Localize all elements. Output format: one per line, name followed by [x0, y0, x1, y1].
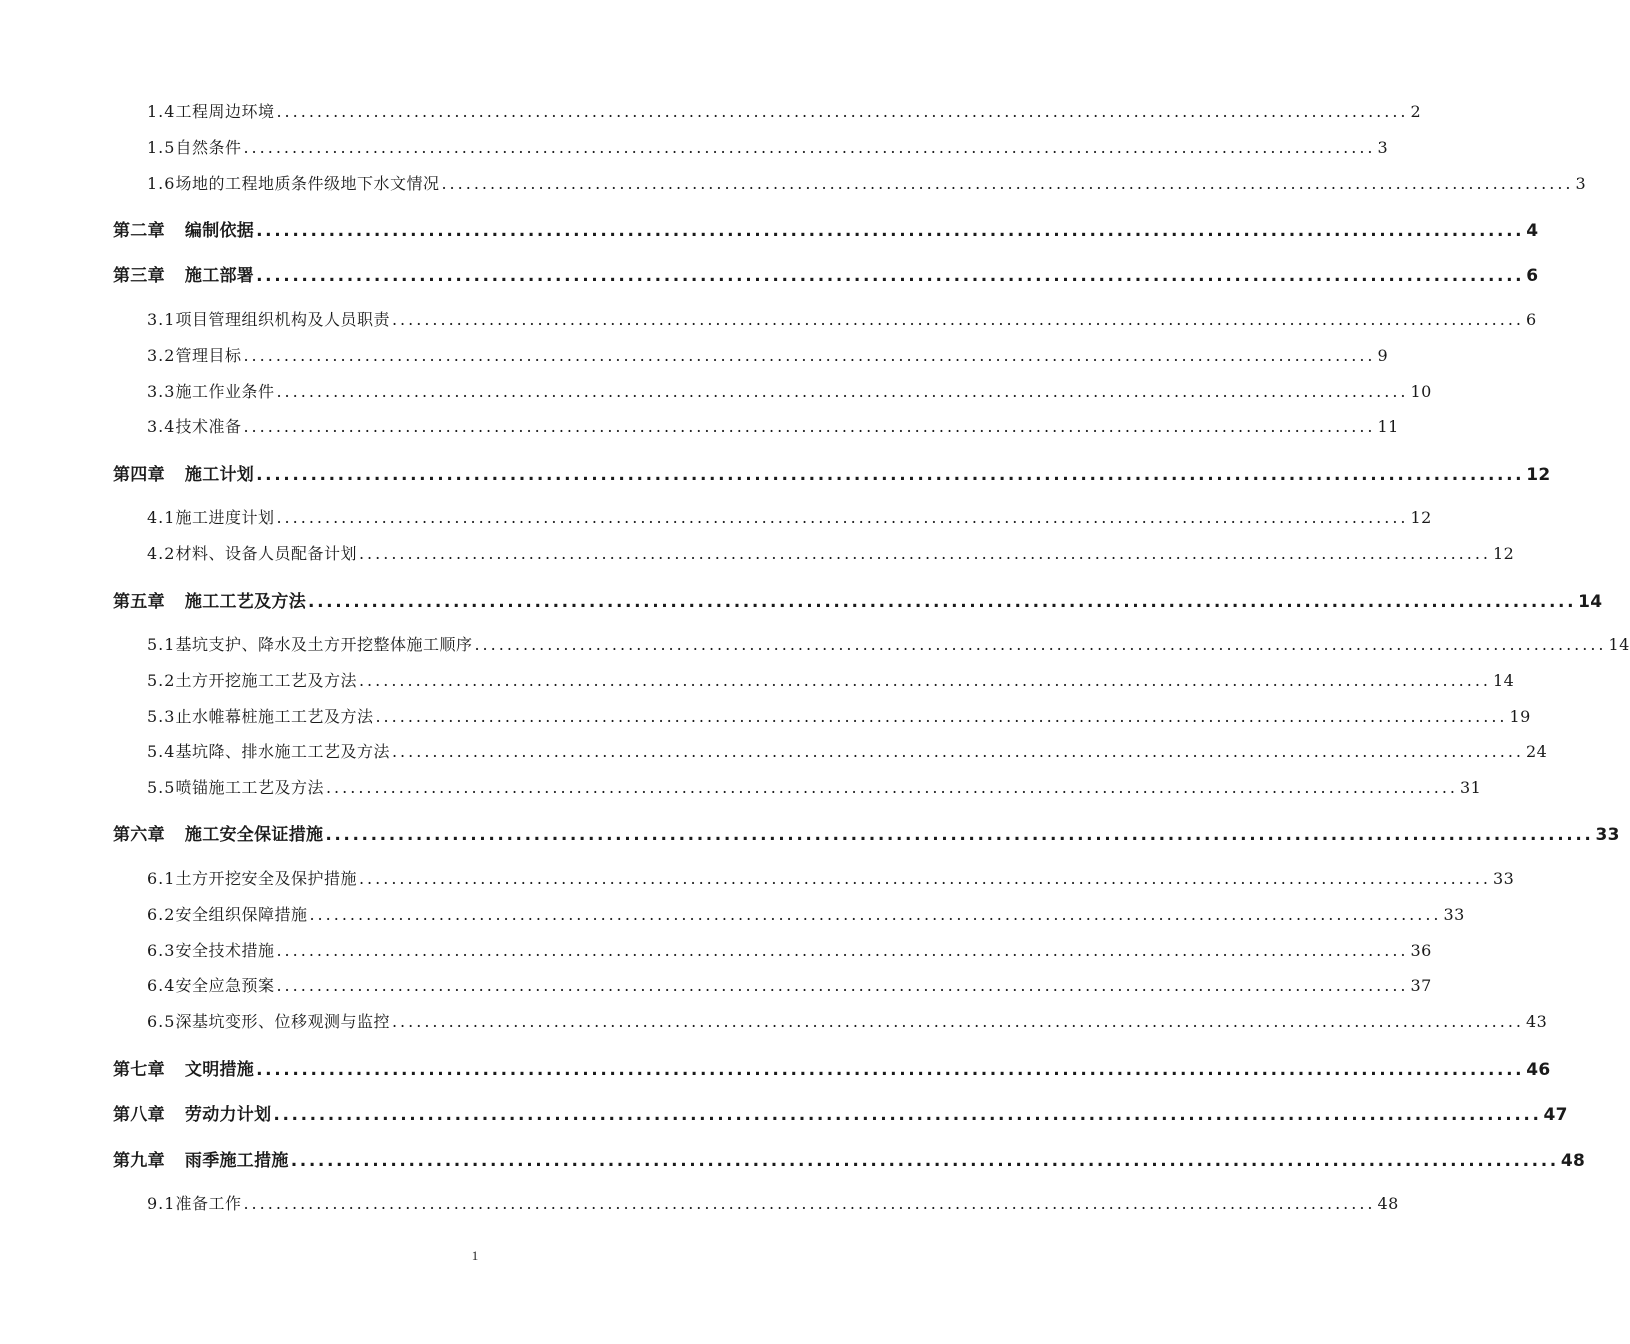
toc-entry-page-number: 12 [1410, 508, 1432, 527]
toc-entry-title: 项目管理组织机构及人员职责 [175, 310, 390, 329]
toc-entry-title: 编制依据 [184, 221, 255, 241]
toc-dot-leader: ............................................................................................................................................ [290, 1151, 1559, 1171]
toc-entry-page-number: 9 [1377, 346, 1389, 365]
toc-chapter-entry[interactable] [113, 261, 1539, 286]
toc-section-entry[interactable] [147, 135, 1389, 158]
toc-entry-page-number: 14 [1493, 671, 1515, 690]
toc-dot-leader: ............................................................................................................................................ [276, 941, 1409, 960]
toc-entry-page-number: 6 [1526, 310, 1537, 329]
toc-entry-title: 劳动力计划 [184, 1105, 272, 1125]
toc-entry-title: 安全应急预案 [175, 976, 275, 995]
toc-entry-page-number: 11 [1377, 417, 1399, 436]
toc-entry-page-number: 37 [1410, 976, 1432, 995]
toc-dot-leader: ............................................................................................................................................ [325, 778, 1458, 797]
toc-entry-title: 深基坑变形、位移观测与监控 [175, 1012, 390, 1031]
toc-entry-title: 管理目标 [175, 346, 242, 365]
toc-entry-title: 施工计划 [184, 465, 255, 485]
toc-section-entry[interactable] [147, 775, 1482, 798]
toc-dot-leader: ............................................................................................................................................ [358, 671, 1491, 690]
toc-entry-number: 5.5 [147, 778, 176, 797]
toc-section-entry[interactable] [147, 739, 1548, 762]
toc-entry-number: 第四章 [113, 465, 165, 485]
toc-entry-number: 3.4 [147, 417, 176, 436]
toc-section-entry[interactable] [147, 307, 1537, 330]
toc-entry-number: 6.5 [147, 1012, 176, 1031]
toc-entry-title: 基坑支护、降水及土方开挖整体施工顺序 [175, 635, 473, 654]
toc-dot-leader: ............................................................................................................................................ [391, 742, 1524, 761]
page-number: 1 [471, 1248, 479, 1263]
toc-entry-number: 第七章 [113, 1060, 165, 1080]
toc-dot-leader: ............................................................................................................................................ [276, 976, 1409, 995]
toc-section-entry[interactable] [147, 632, 1630, 655]
toc-entry-number: 6.2 [147, 905, 176, 924]
toc-dot-leader: ............................................................................................................................................ [256, 266, 1525, 286]
toc-entry-number: 5.3 [147, 707, 176, 726]
toc-dot-leader: ............................................................................................................................................ [276, 382, 1409, 401]
toc-dot-leader: ............................................................................................................................................ [243, 346, 1376, 365]
toc-entry-number: 第三章 [113, 266, 165, 286]
toc-entry-page-number: 47 [1543, 1105, 1568, 1125]
toc-entry-number: 第二章 [113, 221, 165, 241]
toc-entry-title: 施工安全保证措施 [184, 825, 324, 845]
toc-dot-leader: ............................................................................................................................................ [474, 635, 1607, 654]
toc-entry-page-number: 2 [1410, 102, 1422, 121]
toc-dot-leader: ............................................................................................................................................ [375, 707, 1508, 726]
toc-entry-page-number: 31 [1460, 778, 1482, 797]
toc-dot-leader: ............................................................................................................................................ [391, 310, 1524, 329]
toc-section-entry[interactable] [147, 541, 1515, 564]
toc-section-entry[interactable] [147, 902, 1465, 925]
toc-section-entry[interactable] [147, 938, 1432, 961]
toc-entry-number: 3.3 [147, 382, 176, 401]
toc-dot-leader: ............................................................................................................................................ [276, 508, 1409, 527]
toc-chapter-entry[interactable] [113, 1100, 1568, 1125]
toc-dot-leader: ............................................................................................................................................ [256, 221, 1525, 241]
toc-dot-leader: ............................................................................................................................................ [441, 174, 1574, 193]
toc-dot-leader: ............................................................................................................................................ [276, 102, 1409, 121]
toc-entry-title: 土方开挖施工工艺及方法 [175, 671, 357, 690]
toc-dot-leader: ............................................................................................................................................ [391, 1012, 1524, 1031]
toc-entry-title: 土方开挖安全及保护措施 [175, 869, 357, 888]
toc-entry-title: 止水帷幕桩施工工艺及方法 [175, 707, 374, 726]
toc-entry-page-number: 12 [1526, 465, 1551, 485]
toc-entry-number: 第六章 [113, 825, 165, 845]
toc-chapter-entry[interactable] [113, 820, 1620, 845]
toc-entry-number: 第八章 [113, 1105, 165, 1125]
toc-dot-leader: ............................................................................................................................................ [243, 417, 1376, 436]
toc-entry-title: 喷锚施工工艺及方法 [175, 778, 324, 797]
toc-entry-page-number: 24 [1526, 742, 1548, 761]
toc-dot-leader: ............................................................................................................................................ [273, 1105, 1542, 1125]
toc-section-entry[interactable] [147, 866, 1515, 889]
toc-entry-title: 自然条件 [175, 138, 242, 157]
toc-section-entry[interactable] [147, 99, 1422, 122]
toc-dot-leader: ............................................................................................................................................ [256, 1060, 1525, 1080]
toc-section-entry[interactable] [147, 171, 1587, 194]
toc-entry-number: 第五章 [113, 592, 165, 612]
toc-section-entry[interactable] [147, 343, 1389, 366]
toc-dot-leader: ............................................................................................................................................ [256, 465, 1525, 485]
toc-entry-page-number: 33 [1595, 825, 1620, 845]
toc-section-entry[interactable] [147, 973, 1432, 996]
toc-entry-number: 6.1 [147, 869, 176, 888]
toc-entry-number: 1.4 [147, 102, 176, 121]
toc-entry-page-number: 36 [1410, 941, 1432, 960]
toc-dot-leader: ............................................................................................................................................ [243, 1194, 1376, 1213]
toc-entry-page-number: 48 [1377, 1194, 1399, 1213]
toc-section-entry[interactable] [147, 668, 1515, 691]
toc-entry-number: 5.2 [147, 671, 176, 690]
toc-section-entry[interactable] [147, 1191, 1399, 1214]
toc-entry-number: 6.3 [147, 941, 176, 960]
toc-entry-title: 材料、设备人员配备计划 [175, 544, 357, 563]
toc-chapter-entry[interactable] [113, 587, 1603, 612]
toc-chapter-entry[interactable] [113, 1146, 1586, 1171]
toc-entry-page-number: 4 [1526, 221, 1539, 241]
toc-section-entry[interactable] [147, 414, 1399, 437]
toc-entry-page-number: 19 [1509, 707, 1531, 726]
toc-entry-title: 施工作业条件 [175, 382, 275, 401]
toc-entry-number: 4.2 [147, 544, 176, 563]
toc-entry-page-number: 14 [1608, 635, 1630, 654]
toc-entry-number: 4.1 [147, 508, 176, 527]
toc-entry-page-number: 46 [1526, 1060, 1551, 1080]
toc-entry-page-number: 6 [1526, 266, 1539, 286]
toc-entry-title: 准备工作 [175, 1194, 242, 1213]
toc-entry-title: 技术准备 [175, 417, 242, 436]
toc-dot-leader: ............................................................................................................................................ [308, 592, 1577, 612]
toc-chapter-entry[interactable] [113, 1055, 1551, 1080]
toc-entry-number: 3.2 [147, 346, 176, 365]
toc-section-entry[interactable] [147, 704, 1531, 727]
toc-entry-number: 第九章 [113, 1151, 165, 1171]
toc-entry-number: 6.4 [147, 976, 176, 995]
toc-dot-leader: ............................................................................................................................................ [325, 825, 1594, 845]
toc-chapter-entry[interactable] [113, 216, 1539, 241]
toc-entry-page-number: 3 [1575, 174, 1587, 193]
toc-entry-title: 安全组织保障措施 [175, 905, 308, 924]
toc-entry-page-number: 10 [1410, 382, 1432, 401]
toc-entry-title: 文明措施 [184, 1060, 255, 1080]
toc-entry-page-number: 48 [1560, 1151, 1586, 1171]
toc-section-entry[interactable] [147, 505, 1432, 528]
toc-entry-page-number: 33 [1443, 905, 1465, 924]
toc-entry-title: 工程周边环境 [175, 102, 275, 121]
toc-entry-number: 5.1 [147, 635, 176, 654]
toc-entry-page-number: 14 [1578, 592, 1603, 612]
toc-entry-title: 施工部署 [184, 266, 255, 286]
toc-entry-title: 施工进度计划 [175, 508, 275, 527]
toc-entry-number: 3.1 [147, 310, 176, 329]
toc-entry-number: 5.4 [147, 742, 176, 761]
toc-entry-title: 安全技术措施 [175, 941, 275, 960]
toc-entry-page-number: 43 [1526, 1012, 1548, 1031]
toc-dot-leader: ............................................................................................................................................ [243, 138, 1376, 157]
toc-dot-leader: ............................................................................................................................................ [358, 869, 1491, 888]
toc-section-entry[interactable] [147, 1009, 1548, 1032]
toc-entry-title: 施工工艺及方法 [184, 592, 307, 612]
toc-dot-leader: ............................................................................................................................................ [309, 905, 1442, 924]
toc-entry-title: 基坑降、排水施工工艺及方法 [175, 742, 390, 761]
toc-dot-leader: ............................................................................................................................................ [358, 544, 1491, 563]
toc-entry-number: 9.1 [147, 1194, 176, 1213]
toc-entry-page-number: 33 [1493, 869, 1515, 888]
toc-chapter-entry[interactable] [113, 460, 1551, 485]
toc-entry-number: 1.6 [147, 174, 176, 193]
toc-entry-page-number: 12 [1493, 544, 1515, 563]
toc-entry-number: 1.5 [147, 138, 176, 157]
toc-entry-title: 雨季施工措施 [184, 1151, 289, 1171]
toc-entry-page-number: 3 [1377, 138, 1389, 157]
toc-entry-title: 场地的工程地质条件级地下水文情况 [175, 174, 440, 193]
toc-section-entry[interactable] [147, 379, 1432, 402]
